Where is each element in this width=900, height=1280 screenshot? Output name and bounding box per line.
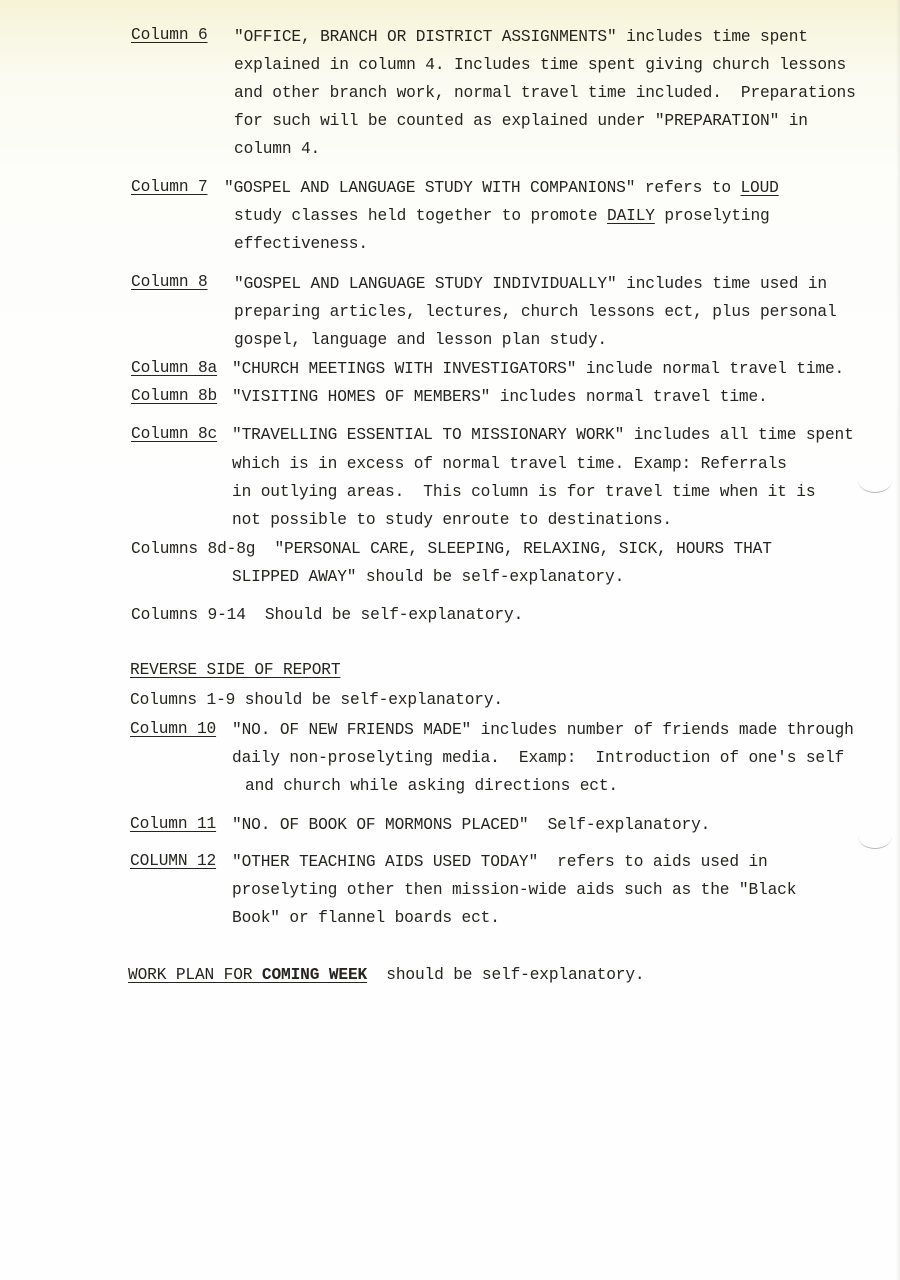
column-7-line-1-text: "GOSPEL AND LANGUAGE STUDY WITH COMPANIONS" refers to — [224, 179, 741, 197]
column-7-line-2-text: study classes held together to promote — [234, 207, 607, 225]
column-11-text: "NO. OF BOOK OF MORMONS PLACED" Self-explanatory. — [232, 816, 711, 834]
column-10-line-3: and church while asking directions ect. — [245, 777, 618, 795]
columns-8d-8g-line-2: SLIPPED AWAY" should be self-explanatory. — [232, 568, 625, 586]
column-8a-text: "CHURCH MEETINGS WITH INVESTIGATORS" include normal travel time. — [232, 360, 845, 378]
column-6-line-2: explained in column 4. Includes time spent giving church lessons — [234, 56, 847, 74]
columns-1-9-text: Columns 1-9 should be self-explanatory. — [130, 691, 503, 709]
column-11-label: Column 11 — [130, 815, 217, 833]
column-6-label: Column 6 — [131, 26, 208, 44]
column-8c-line-2: which is in excess of normal travel time. Examp: Referrals — [232, 455, 787, 473]
column-8-line-2: preparing articles, lectures, church lessons ect, plus personal — [234, 303, 837, 321]
column-8-line-3: gospel, language and lesson plan study. — [234, 331, 607, 349]
column-7-line-2-tail: proselyting — [654, 207, 770, 225]
punch-hole-mark — [858, 824, 892, 849]
column-8b-text: "VISITING HOMES OF MEMBERS" includes normal travel time. — [232, 388, 768, 406]
work-plan-line — [128, 965, 644, 985]
column-8c-line-4: not possible to study enroute to destinations. — [232, 511, 672, 529]
column-7-label: Column 7 — [131, 178, 208, 196]
punch-hole-mark — [858, 468, 892, 493]
columns-9-14-text: Columns 9-14 Should be self-explanatory. — [131, 606, 524, 624]
column-7-line-1 — [224, 178, 779, 198]
column-7-line-2 — [234, 206, 770, 226]
column-8-line-1: "GOSPEL AND LANGUAGE STUDY INDIVIDUALLY" includes time used in — [234, 275, 827, 293]
column-8c-label: Column 8c — [131, 425, 218, 443]
work-plan-text: should be self-explanatory. — [367, 966, 645, 984]
column-10-line-2: daily non-proselyting media. Examp: Introduction of one's self — [232, 749, 845, 767]
column-7-line-3: effectiveness. — [234, 235, 368, 253]
coming-week-heading: COMING WEEK — [261, 966, 368, 984]
column-10-label: Column 10 — [130, 720, 217, 738]
paper-edge — [896, 0, 900, 1280]
column-12-line-1: "OTHER TEACHING AIDS USED TODAY" refers to aids used in — [232, 853, 768, 871]
column-6-line-1: "OFFICE, BRANCH OR DISTRICT ASSIGNMENTS" includes time spent — [234, 28, 808, 46]
column-12-line-3: Book" or flannel boards ect. — [232, 909, 500, 927]
column-8b-label: Column 8b — [131, 387, 218, 405]
column-6-line-3: and other branch work, normal travel time included. Preparations — [234, 84, 856, 102]
column-8-label: Column 8 — [131, 273, 208, 291]
column-8c-line-3: in outlying areas. This column is for travel time when it is — [232, 483, 816, 501]
column-8c-line-1: "TRAVELLING ESSENTIAL TO MISSIONARY WORK" includes all time spent — [232, 426, 854, 444]
reverse-side-heading: REVERSE SIDE OF REPORT — [130, 661, 341, 679]
column-7-daily-emphasis: DAILY — [607, 207, 655, 225]
column-6-line-4: for such will be counted as explained under "PREPARATION" in — [234, 112, 808, 130]
column-6-line-5: column 4. — [234, 140, 321, 158]
column-12-label: COLUMN 12 — [130, 852, 217, 870]
column-8a-label: Column 8a — [131, 359, 218, 377]
column-7-loud-emphasis: LOUD — [740, 179, 779, 197]
column-10-line-1: "NO. OF NEW FRIENDS MADE" includes number of friends made through — [232, 721, 854, 739]
columns-8d-8g-line-1: Columns 8d-8g "PERSONAL CARE, SLEEPING, RELAXING, SICK, HOURS THAT — [131, 540, 772, 558]
work-plan-heading: WORK PLAN FOR — [128, 966, 262, 984]
column-12-line-2: proselyting other then mission-wide aids such as the "Black — [232, 881, 797, 899]
